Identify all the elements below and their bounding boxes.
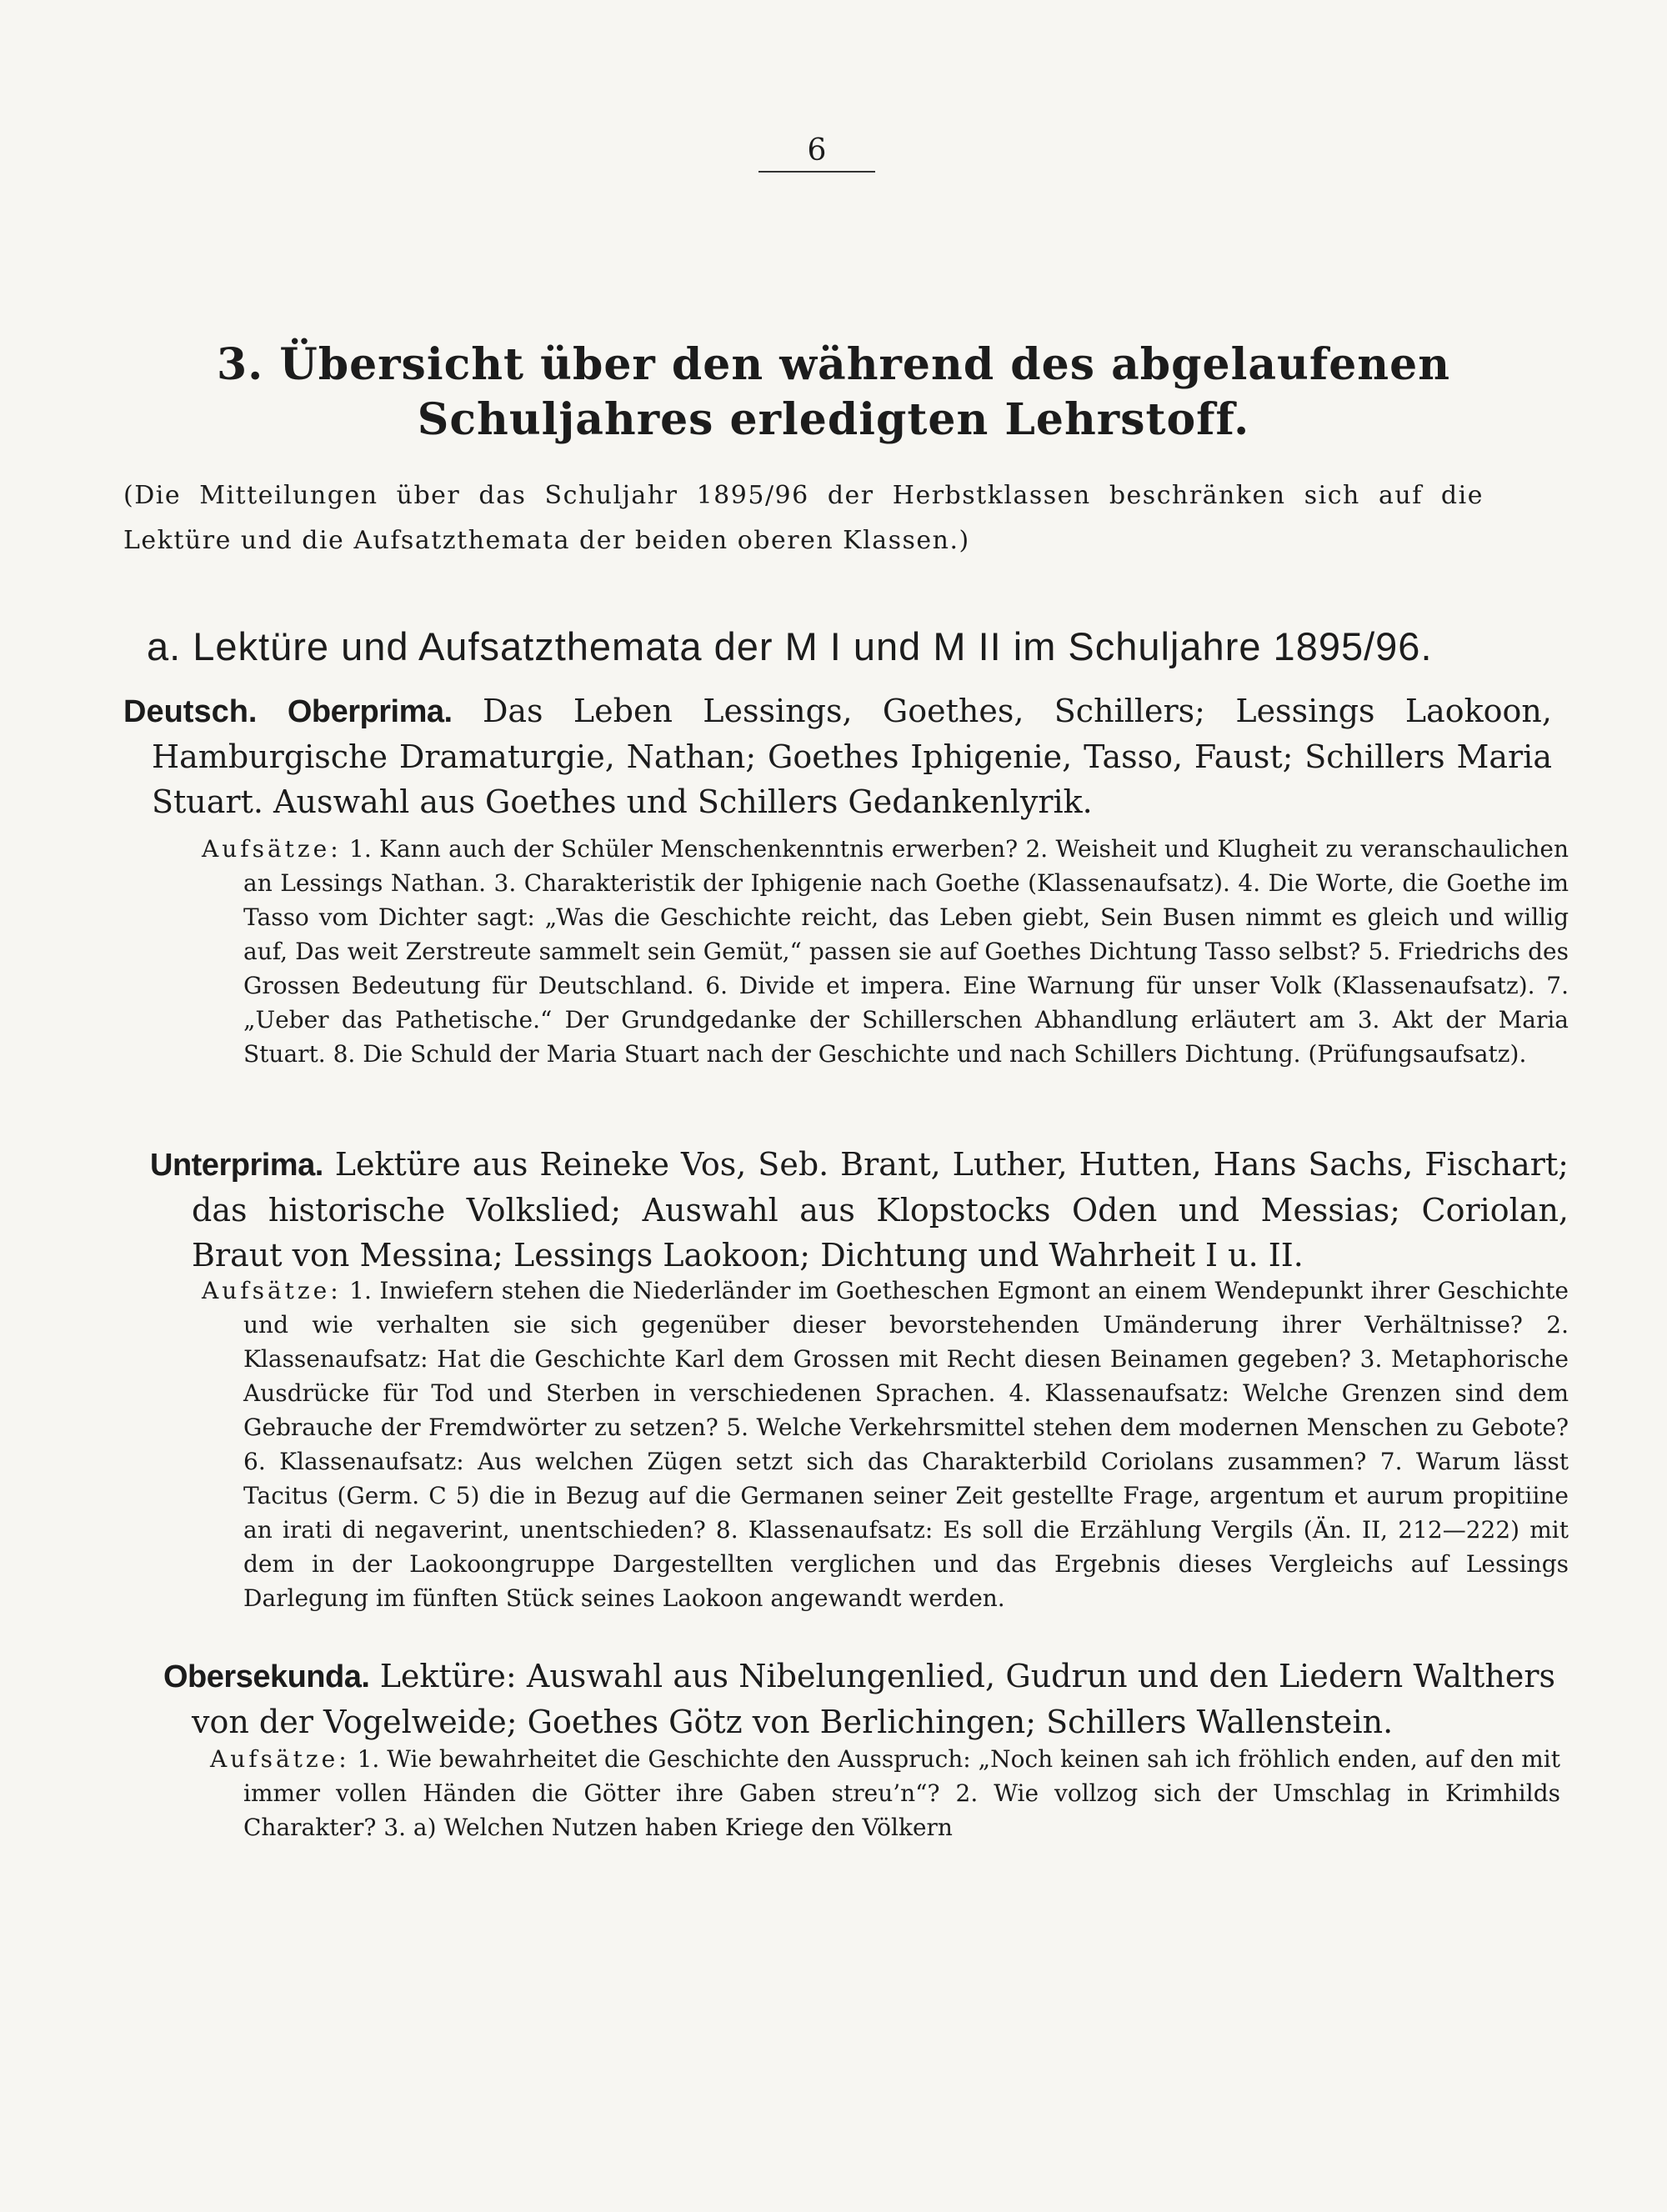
unterprima-essays-paragraph xyxy=(202,1274,1569,1615)
unterprima-reading: Lektüre aus Reineke Vos, Seb. Brant, Luther, Hutten, Hans Sachs, Fischart; das historische Volkslied; Auswahl aus Klopstocks Oden und Messias; Coriolan, Braut von Messina; Lessings Laokoon; Dichtung und Wahrheit I u. II. xyxy=(192,1146,1569,1274)
unterprima-essays-label: Aufsätze: xyxy=(202,1277,342,1304)
subject-label: Deutsch. xyxy=(123,694,258,729)
oberprima-label: Oberprima. xyxy=(287,694,453,729)
page-number: 6 xyxy=(758,133,875,173)
section-title: 3. Übersicht über den während des abgelaufenen Schuljahres erledigten Lehrstoff. xyxy=(216,339,1451,445)
obersekunda-label: Obersekunda. xyxy=(163,1659,370,1694)
obersekunda-essays-label: Aufsätze: xyxy=(210,1745,350,1773)
unterprima-essays: 1. Inwiefern stehen die Niederländer im Goetheschen Egmont an einem Wendepunkt ihrer Geschichte und wie verhalten sie sich gegenüber dieser bevorstehenden Umänderung ihrer Verhältnisse? 2. Klassenaufsatz: Hat die Geschichte Karl dem Grossen mit Recht diesen Beinamen gegeben? 3. Metaphorische Ausdrücke für Tod und Sterben in verschiedenen Sprachen. 4. Klassenaufsatz: Welche Grenzen sind dem Gebrauche der Fremdwörter zu setzen? 5. Welche Verkehrsmittel stehen dem modernen Menschen zu Gebote? 6. Klassenaufsatz: Aus welchen Zügen setzt sich das Charakterbild Coriolans zusammen? 7. Warum lässt Tacitus (Germ. C 5) die in Bezug auf die Germanen seiner Zeit gestellte Frage, argentum et aurum propitiine an irati di negaverint, unentschieden? 8. Klassenaufsatz: Es soll die Erzählung Vergils (Än. II, 212—222) mit dem in der Laokoongruppe Dargestellten verglichen und das Ergebnis dieses Vergleichs auf Lessings Darlegung im fünften Stück seines Laokoon angewandt werden. xyxy=(243,1277,1569,1612)
oberprima-reading: Das Leben Lessings, Goethes, Schillers; Lessings Laokoon, Hamburgische Dramaturgie, Nathan; Goethes Iphigenie, Tasso, Faust; Schillers Maria Stuart. Auswahl aus Goethes und Schillers Gedankenlyrik. xyxy=(152,693,1552,820)
obersekunda-essays: 1. Wie bewahrheitet die Geschichte den Ausspruch: „Noch keinen sah ich fröhlich enden, auf den mit immer vollen Händen die Götter ihre Gaben streu’n“? 2. Wie vollzog sich der Umschlag in Krimhilds Charakter? 3. a) Welchen Nutzen haben Kriege den Völkern xyxy=(243,1745,1560,1841)
subsection-title: a. Lektüre und Aufsatzthemata der M I und M II im Schuljahre 1895/96. xyxy=(147,624,1433,668)
oberprima-essays-paragraph xyxy=(202,832,1569,1071)
oberprima-essays: 1. Kann auch der Schüler Menschenkenntnis erwerben? 2. Weisheit und Klugheit zu veranschaulichen an Lessings Nathan. 3. Charakteristik der Iphigenie nach Goethe (Klassenaufsatz). 4. Die Worte, die Goethe im Tasso vom Dichter sagt: „Was die Geschichte reicht, das Leben giebt, Sein Busen nimmt es gleich und willig auf, Das weit Zerstreute sammelt sein Gemüt,“ passen sie auf Goethes Dichtung Tasso selbst? 5. Friedrichs des Grossen Bedeutung für Deutschland. 6. Divide et impera. Eine Warnung für unser Volk (Klassenaufsatz). 7. „Ueber das Pathetische.“ Der Grundgedanke der Schillerschen Abhandlung erläutert am 3. Akt der Maria Stuart. 8. Die Schuld der Maria Stuart nach der Geschichte und nach Schillers Dichtung. (Prüfungsaufsatz). xyxy=(243,835,1569,1068)
unterprima-label: Unterprima. xyxy=(150,1148,323,1183)
section-note: (Die Mitteilungen über das Schuljahr 1895/96 der Herbstklassen beschränken sich auf die Lektüre und die Aufsatzthemata der beiden oberen Klassen.) xyxy=(123,481,1484,555)
oberprima-reading-paragraph xyxy=(123,688,1552,824)
unterprima-reading-paragraph xyxy=(150,1142,1569,1278)
obersekunda-essays-paragraph xyxy=(210,1742,1560,1844)
obersekunda-reading-paragraph xyxy=(163,1654,1555,1744)
oberprima-essays-label: Aufsätze: xyxy=(202,835,342,863)
obersekunda-reading: Lektüre: Auswahl aus Nibelungenlied, Gudrun und den Liedern Walthers von der Vogelweide; Goethes Götz von Berlichingen; Schillers Wallenstein. xyxy=(192,1658,1555,1740)
